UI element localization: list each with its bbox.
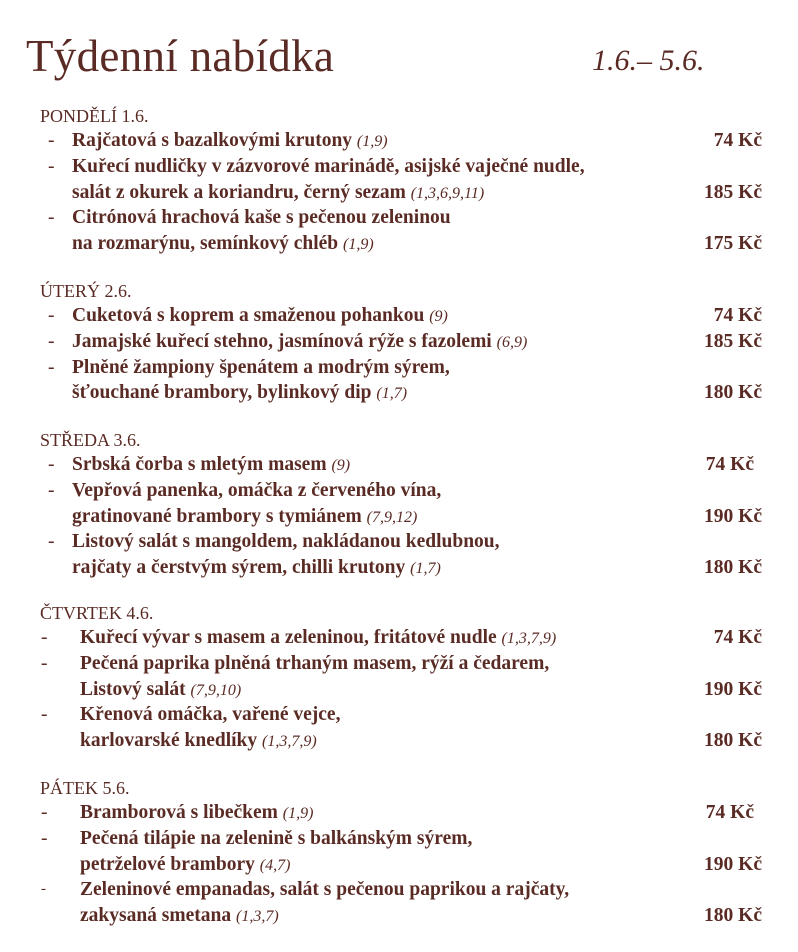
- dish-name: šťouchané brambory, bylinkový dip: [72, 382, 372, 404]
- allergens: (6,9): [496, 333, 528, 351]
- dish-name: Jamajské kuřecí stehno, jasmínová rýže s fazolemi: [72, 330, 492, 352]
- allergens: (1,3,6,9,11): [410, 184, 485, 202]
- dish-name: zakysaná smetana: [80, 905, 232, 927]
- menu-item: [40, 651, 762, 703]
- price: 180 Kč: [704, 730, 762, 752]
- menu-item-text: [72, 452, 350, 479]
- menu-item: [40, 205, 762, 257]
- day-section: [40, 776, 762, 929]
- menu-item-text: [80, 728, 317, 755]
- price: 74 Kč: [713, 130, 762, 151]
- allergens: (9): [429, 308, 448, 325]
- menu-item: [40, 529, 762, 581]
- allergens: (1,7): [410, 560, 441, 578]
- menu-item: [40, 800, 762, 826]
- dish-name: Vepřová panenka, omáčka z červeného vína,: [72, 479, 442, 501]
- allergens: (1,7): [376, 385, 408, 403]
- list-dash-icon: -: [41, 704, 48, 726]
- menu-item: [40, 826, 762, 878]
- menu-item-line: [40, 355, 762, 381]
- price: 74 Kč: [705, 454, 754, 475]
- menu-item-line: [40, 702, 762, 728]
- dish-name: Citrónová hrachová kaše s pečenou zeleninou: [72, 207, 451, 229]
- dish-name: Křenová omáčka, vařené vejce,: [80, 704, 341, 726]
- list-dash-icon: -: [41, 627, 48, 648]
- list-dash-icon: -: [48, 330, 55, 352]
- menu-item-text: [72, 154, 585, 180]
- price: 190 Kč: [704, 505, 762, 527]
- menu-item-line: [40, 800, 762, 826]
- day-section: [40, 104, 762, 257]
- menu-item-text: [72, 128, 388, 155]
- price: 180 Kč: [704, 905, 762, 927]
- page-title: Týdenní nabídka: [26, 31, 335, 81]
- price: 175 Kč: [704, 233, 762, 255]
- list-dash-icon: -: [48, 356, 55, 378]
- menu-item-line: [40, 651, 762, 677]
- list-dash-icon: -: [41, 802, 48, 823]
- menu-item-line: [40, 852, 762, 878]
- menu-item-line: [40, 180, 762, 206]
- day-heading: STŘEDA 3.6.: [40, 430, 141, 450]
- allergens: (9): [331, 457, 351, 474]
- day-section: [40, 601, 762, 754]
- dish-name: Plněné žampiony špenátem a modrým sýrem,: [72, 356, 450, 378]
- menu-item-line: [40, 877, 762, 903]
- allergens: (7,9,10): [190, 681, 242, 699]
- menu-item: [40, 702, 762, 754]
- dish-name: Kuřecí nudličky v zázvorové marinádě, asijské vaječné nudle,: [72, 155, 585, 177]
- price: 180 Kč: [704, 382, 762, 404]
- dish-name: Srbská čorba s mletým masem: [72, 454, 327, 475]
- dish-name: Pečená paprika plněná trhaným masem, rýží a čedarem,: [80, 652, 550, 674]
- menu-item-line: [40, 728, 762, 754]
- day-section: [40, 279, 762, 406]
- price: 190 Kč: [704, 853, 762, 875]
- menu-item: [40, 154, 762, 206]
- menu-item-text: [72, 380, 407, 407]
- day-heading: ČTVRTEK 4.6.: [40, 603, 154, 623]
- allergens: (1,3,7,9): [501, 630, 557, 647]
- allergens: (1,3,7): [236, 908, 279, 926]
- dish-name: Listový salát s mangoldem, nakládanou kedlubnou,: [72, 531, 500, 553]
- list-dash-icon: -: [48, 305, 55, 326]
- menu-item: [40, 303, 762, 329]
- day-heading: PONDĚLÍ 1.6.: [40, 106, 149, 126]
- list-dash-icon: -: [41, 827, 48, 849]
- menu-header: [26, 30, 766, 90]
- price: 74 Kč: [713, 305, 762, 326]
- menu-item-text: [80, 826, 472, 852]
- list-dash-icon: -: [48, 454, 55, 475]
- menu-item-line: [40, 826, 762, 852]
- menu-item-text: [72, 231, 374, 258]
- menu-item-line: [40, 154, 762, 180]
- menu-item: [40, 877, 762, 929]
- menu-item-line: [40, 677, 762, 703]
- menu-item-line: [40, 478, 762, 504]
- dish-name: Zeleninové empanadas, salát s pečenou paprikou a rajčaty,: [80, 879, 570, 901]
- dish-name: Cuketová s koprem a smaženou pohankou: [72, 305, 425, 326]
- menu-item-line: [40, 625, 762, 651]
- day-heading: ÚTERÝ 2.6.: [40, 281, 132, 301]
- allergens: (7,9,12): [366, 508, 418, 526]
- dish-name: Kuřecí vývar s masem a zeleninou, fritátové nudle: [80, 627, 497, 648]
- day-section: [40, 428, 762, 581]
- dish-name: Pečená tilápie na zelenině s balkánským sýrem,: [80, 827, 473, 849]
- dish-name: na rozmarýnu, semínkový chléb: [72, 233, 339, 255]
- menu-item-line: [40, 555, 762, 581]
- dish-name: rajčaty a čerstvým sýrem, chilli krutony: [72, 557, 406, 579]
- menu-item-text: [80, 702, 340, 728]
- menu-item-line: [40, 452, 762, 478]
- menu-item: [40, 452, 762, 478]
- allergens: (1,9): [282, 805, 314, 822]
- menu-item-line: [40, 128, 762, 154]
- list-dash-icon: -: [48, 531, 55, 553]
- menu-item: [40, 329, 762, 355]
- list-dash-icon: -: [48, 479, 55, 501]
- menu-item: [40, 128, 762, 154]
- date-range: 1.6.– 5.6.: [592, 44, 705, 77]
- price: 74 Kč: [705, 802, 754, 823]
- menu-item: [40, 355, 762, 407]
- menu-item: [40, 625, 762, 651]
- menu-item-line: [40, 329, 762, 355]
- menu-item-text: [80, 903, 279, 930]
- dish-name: gratinované brambory s tymiánem: [72, 505, 362, 527]
- dish-name: Bramborová s libečkem: [80, 802, 278, 823]
- price: 180 Kč: [704, 557, 762, 579]
- menu-item: [40, 478, 762, 530]
- menu-item-text: [80, 677, 241, 704]
- dish-name: petrželové brambory: [80, 853, 255, 875]
- allergens: (4,7): [259, 856, 291, 874]
- price: 185 Kč: [704, 330, 762, 352]
- allergens: (1,3,7,9): [262, 733, 317, 751]
- allergens: (1,9): [356, 133, 388, 150]
- menu-item-text: [72, 205, 451, 231]
- menu-item-line: [40, 205, 762, 231]
- menu-item-text: [72, 529, 500, 555]
- menu-item-line: [40, 303, 762, 329]
- menu-item-line: [40, 231, 762, 257]
- menu-item-line: [40, 380, 762, 406]
- menu-item-text: [80, 625, 556, 652]
- list-dash-icon: -: [48, 207, 55, 229]
- menu-item-text: [80, 852, 290, 879]
- menu-item-text: [72, 555, 441, 582]
- menu-item-text: [72, 504, 417, 531]
- list-dash-icon: -: [48, 155, 55, 177]
- price: 185 Kč: [704, 181, 762, 203]
- price: 74 Kč: [713, 627, 762, 648]
- menu-item-text: [72, 303, 448, 330]
- menu-item-text: [72, 478, 441, 504]
- list-dash-icon: -: [41, 652, 48, 674]
- dish-name: salát z okurek a koriandru, černý sezam: [72, 181, 406, 203]
- menu-item-text: [72, 355, 450, 381]
- menu-item-text: [80, 877, 569, 903]
- day-heading: PÁTEK 5.6.: [40, 778, 130, 798]
- dish-name: Listový salát: [80, 678, 186, 700]
- menu-item-text: [72, 180, 484, 207]
- price: 190 Kč: [704, 678, 762, 700]
- list-dash-icon: -: [41, 881, 46, 898]
- menu-item-text: [72, 329, 527, 356]
- menu-item-line: [40, 529, 762, 555]
- allergens: (1,9): [343, 236, 374, 254]
- dish-name: Rajčatová s bazalkovými krutony: [72, 130, 353, 151]
- dish-name: karlovarské knedlíky: [80, 730, 258, 752]
- menu-item-line: [40, 504, 762, 530]
- list-dash-icon: -: [48, 130, 55, 151]
- menu-item-text: [80, 800, 313, 827]
- menu-item-line: [40, 903, 762, 929]
- menu-item-text: [80, 651, 549, 677]
